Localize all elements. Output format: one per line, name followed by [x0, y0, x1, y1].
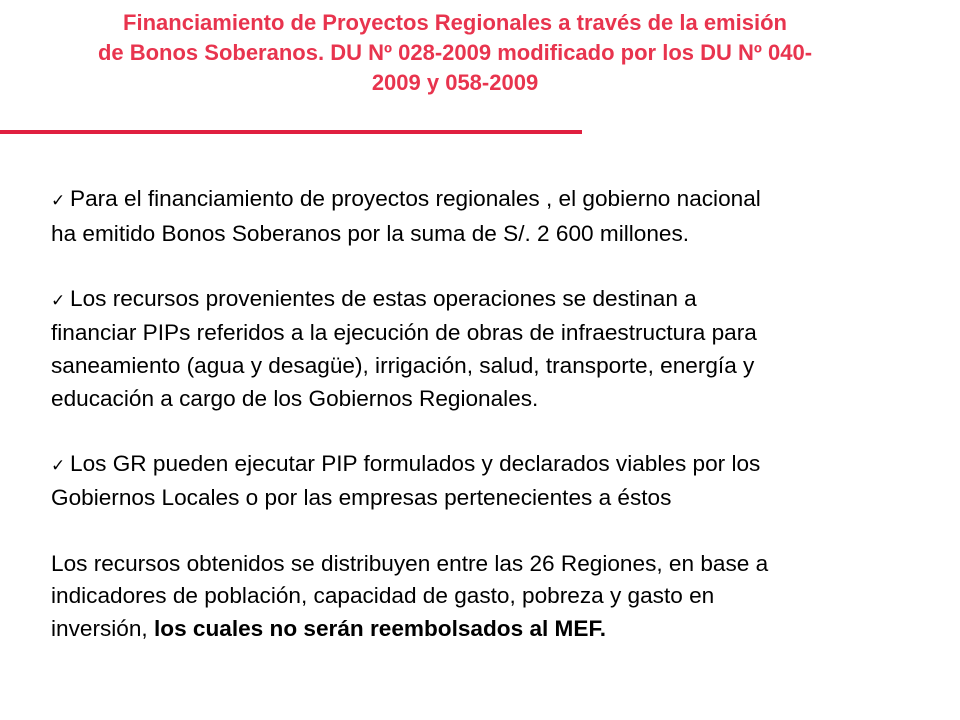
- closing-paragraph: [51, 548, 931, 646]
- paragraph-spacer: [51, 250, 931, 283]
- paragraph-spacer: [51, 415, 931, 448]
- title-line-2: de Bonos Soberanos. DU Nº 028-2009 modificado por los DU Nº 040-: [97, 40, 813, 65]
- title-underline-divider: [0, 130, 582, 134]
- closing-line-prefix: inversión,: [51, 615, 154, 641]
- bullet-item: [51, 183, 931, 250]
- bullet-line: Gobiernos Locales o por las empresas pertenecientes a éstos: [51, 485, 672, 511]
- title-line-3: 2009 y 058-2009: [371, 70, 539, 95]
- closing-line: indicadores de población, capacidad de gasto, pobreza y gasto en: [51, 583, 715, 609]
- bullet-line: ha emitido Bonos Soberanos por la suma de S/. 2 600 millones.: [51, 220, 690, 246]
- bullet-line: educación a cargo de los Gobiernos Regionales.: [51, 385, 539, 411]
- bullet-line: saneamiento (agua y desagüe), irrigación, salud, transporte, energía y: [51, 352, 755, 378]
- closing-line: Los recursos obtenidos se distribuyen entre las 26 Regiones, en base a: [51, 550, 769, 576]
- title-line-1: Financiamiento de Proyectos Regionales a través de la emisión: [123, 10, 787, 35]
- bullet-item: [51, 448, 931, 515]
- bullet-line: Los GR pueden ejecutar PIP formulados y declarados viables por los: [70, 450, 761, 476]
- bullet-line: financiar PIPs referidos a la ejecución de obras de infraestructura para: [51, 320, 757, 346]
- slide-body: [51, 183, 931, 645]
- paragraph-spacer: [51, 515, 931, 548]
- closing-bold-emphasis: los cuales no serán reembolsados al MEF.: [153, 615, 607, 641]
- slide-title: [0, 8, 910, 98]
- checkmark-icon: ✓: [51, 455, 66, 476]
- bullet-item: [51, 283, 931, 415]
- bullet-line: Los recursos provenientes de estas operaciones se destinan a: [70, 285, 697, 311]
- checkmark-icon: ✓: [51, 290, 66, 311]
- bullet-line: Para el financiamiento de proyectos regionales , el gobierno nacional: [70, 186, 761, 211]
- checkmark-icon: ✓: [51, 191, 66, 211]
